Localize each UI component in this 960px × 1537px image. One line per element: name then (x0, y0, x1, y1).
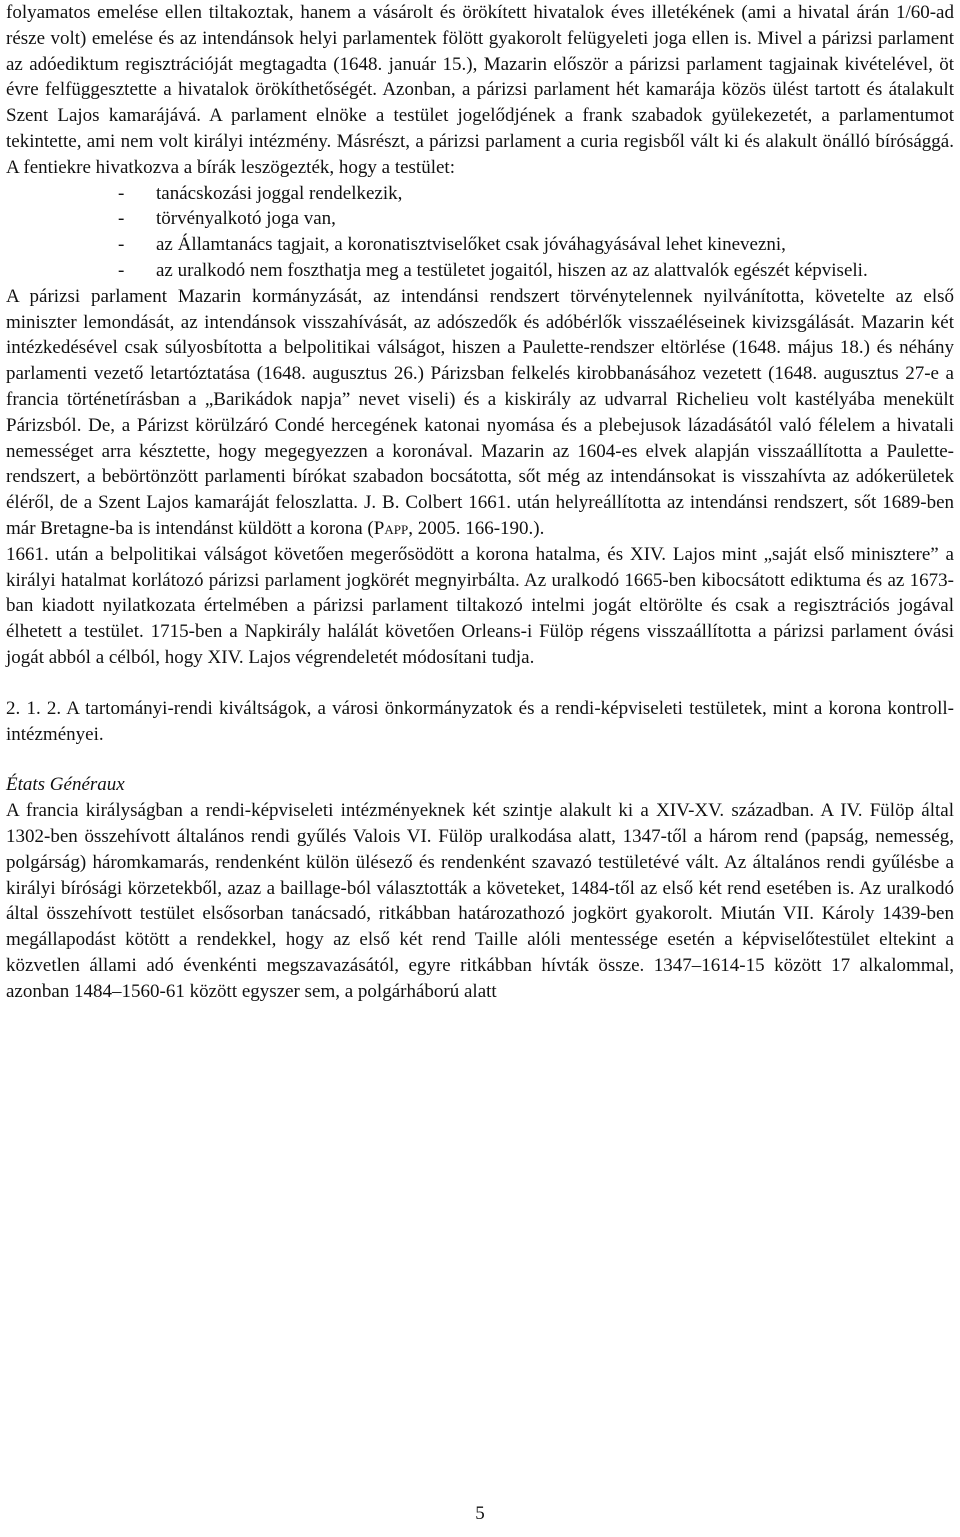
list-item: - törvényalkotó joga van, (118, 206, 954, 232)
subheading: États Généraux (6, 774, 125, 796)
document-page (6, 0, 954, 1004)
page-number: 5 (475, 1503, 485, 1524)
citation-author: Papp (373, 517, 409, 539)
paragraph-4: A francia királyságban a rendi-képviseleti intézményeknek két szintje alakult ki a XIV-XV. században. A IV. Fülöp által 1302-ben összehívott általános rendi gyűlés Valois VI. Fülöp uralkodása alatt, 1347-től a három rend (papság, nemesség, polgárság) háromkamarás, rendenként külön ülésező és rendenként szavazó testületévé vált. Az általános rendi gyűlésbe a királyi bírósági körzetekből, azaz a baillage-ból választották a követeket, 1484-től az első két rend esetében is. Az uralkodó által összehívott testület elsősorban tanácsadó, ritkábban határozathozó jogkört gyakorolt. Miután VII. Károly 1439-ben megállapodást kötött a rendekkel, hogy az első két rend Taille alóli mentessége esetén a képviselőtestület eltekint a közvetlen állami adó évenkénti megszavazásától, egyre ritkábban hívták össze. 1347–1614-15 között 17 alkalommal, azonban 1484–1560-61 között egyszer sem, a polgárháború alatt (6, 800, 954, 1002)
paragraph-3: 1661. után a belpolitikai válságot követően megerősödött a korona hatalma, és XIV. Lajos mint „saját első minisztere” a királyi hatalmat korlátozó párizsi parlament jogkörét megnyirbálta. Az uralkodó 1665-ben kibocsátott ediktuma és az 1673-ban kiadott nyilatkozata értelmében a párizsi parlament tiltakozó intelmi jogát eltörölte és csak a regisztrációs jogával élhetett a testület. 1715-ben a Napkirály halálát követően Orleans-i Fülöp régens visszaállította a párizsi parlament óvási jogát abból a célból, hogy XIV. Lajos végrendeletét módosítani tudja. (6, 543, 954, 668)
paragraph-2 (6, 284, 954, 542)
paragraph-2-text: A párizsi parlament Mazarin kormányzását, az intendánsi rendszert törvénytelennek nyilvánította, követelte az első miniszter lemondását, az intendánsok visszahívását, az adószedők és adóbérlők visszaéléseinek kivizsgálását. Mazarin két intézkedésével csak súlyosbította a belpolitikai válságot, hiszen a Paulette-rendszer eltörlése (1648. május 18.) és néhány parlamenti vezető letartóztatása (1648. augusztus 26.) Párizsban felkelés kirobbanásához vezetett (1648. augusztus 27-e a francia történetírásban a „Barikádok napja” nevet viseli) és a kiskirály az udvarral Richelieu volt kastélyába menekült Párizsból. De, a Párizst körülzáró Condé hercegének katonai nyomása és a plebejusok lázadásától való félelem a hivatali nemességet arra késztette, hogy megegyezzen a koronával. Mazarin az 1604-es elvek alapján visszaállította a Paulette-rendszert, a bebörtönzött parlamenti bírókat szabadon bocsátotta, sőt még az intendánsokat is visszahívta az adókerületek éléről, de a Szent Lajos kamaráját feloszlatta. J. B. Colbert 1661. után helyreállította az intendánsi rendszert, sőt 1689-ben már Bretagne-ba is intendánst küldött a korona ( (6, 285, 954, 539)
list-item: - tanácskozási joggal rendelkezik, (118, 181, 954, 207)
rights-list (6, 181, 954, 284)
list-item: - az uralkodó nem foszthatja meg a testületet jogaitól, hiszen az az alattvalók egészét képviseli. (118, 258, 954, 284)
section-heading: 2. 1. 2. A tartományi-rendi kiváltságok, a városi önkormányzatok és a rendi-képviseleti testületek, mint a korona kontroll-intézményei. (6, 697, 954, 745)
paragraph-1: folyamatos emelése ellen tiltakoztak, hanem a vásárolt és örökített hivatalok éves illetékének (ami a hivatal árán 1/60-ad része volt) emelése és az intendánsok helyi parlamentek fölött gyakorolt felügyeleti joga ellen is. Mivel a párizsi parlament az adóediktum regisztrációját megtagadta (1648. január 15.), Mazarin először a párizsi parlament tagjainak kivételével, öt évre felfüggesztette a hivatalok örökíthetőségét. Azonban, a párizsi parlament hét kamarája közös ülést tartott és átalakult Szent Lajos kamarájává. A parlament elnöke a testület jogelődjének a frank szabadok gyülekezetét, a parlamentumot tekintette, ami nem volt királyi intézmény. Másrészt, a párizsi parlament a curia regisből vált ki és alakult önálló bírósággá. A fentiekre hivatkozva a bírák leszögezték, hogy a testület: (6, 2, 954, 178)
list-item: - az Államtanács tagjait, a koronatisztviselőket csak jóváhagyásával lehet kinevezni, (118, 232, 954, 258)
spacer (6, 671, 954, 696)
paragraph-2-text-end: , 2005. 166-190.). (408, 517, 545, 539)
spacer (6, 747, 954, 772)
